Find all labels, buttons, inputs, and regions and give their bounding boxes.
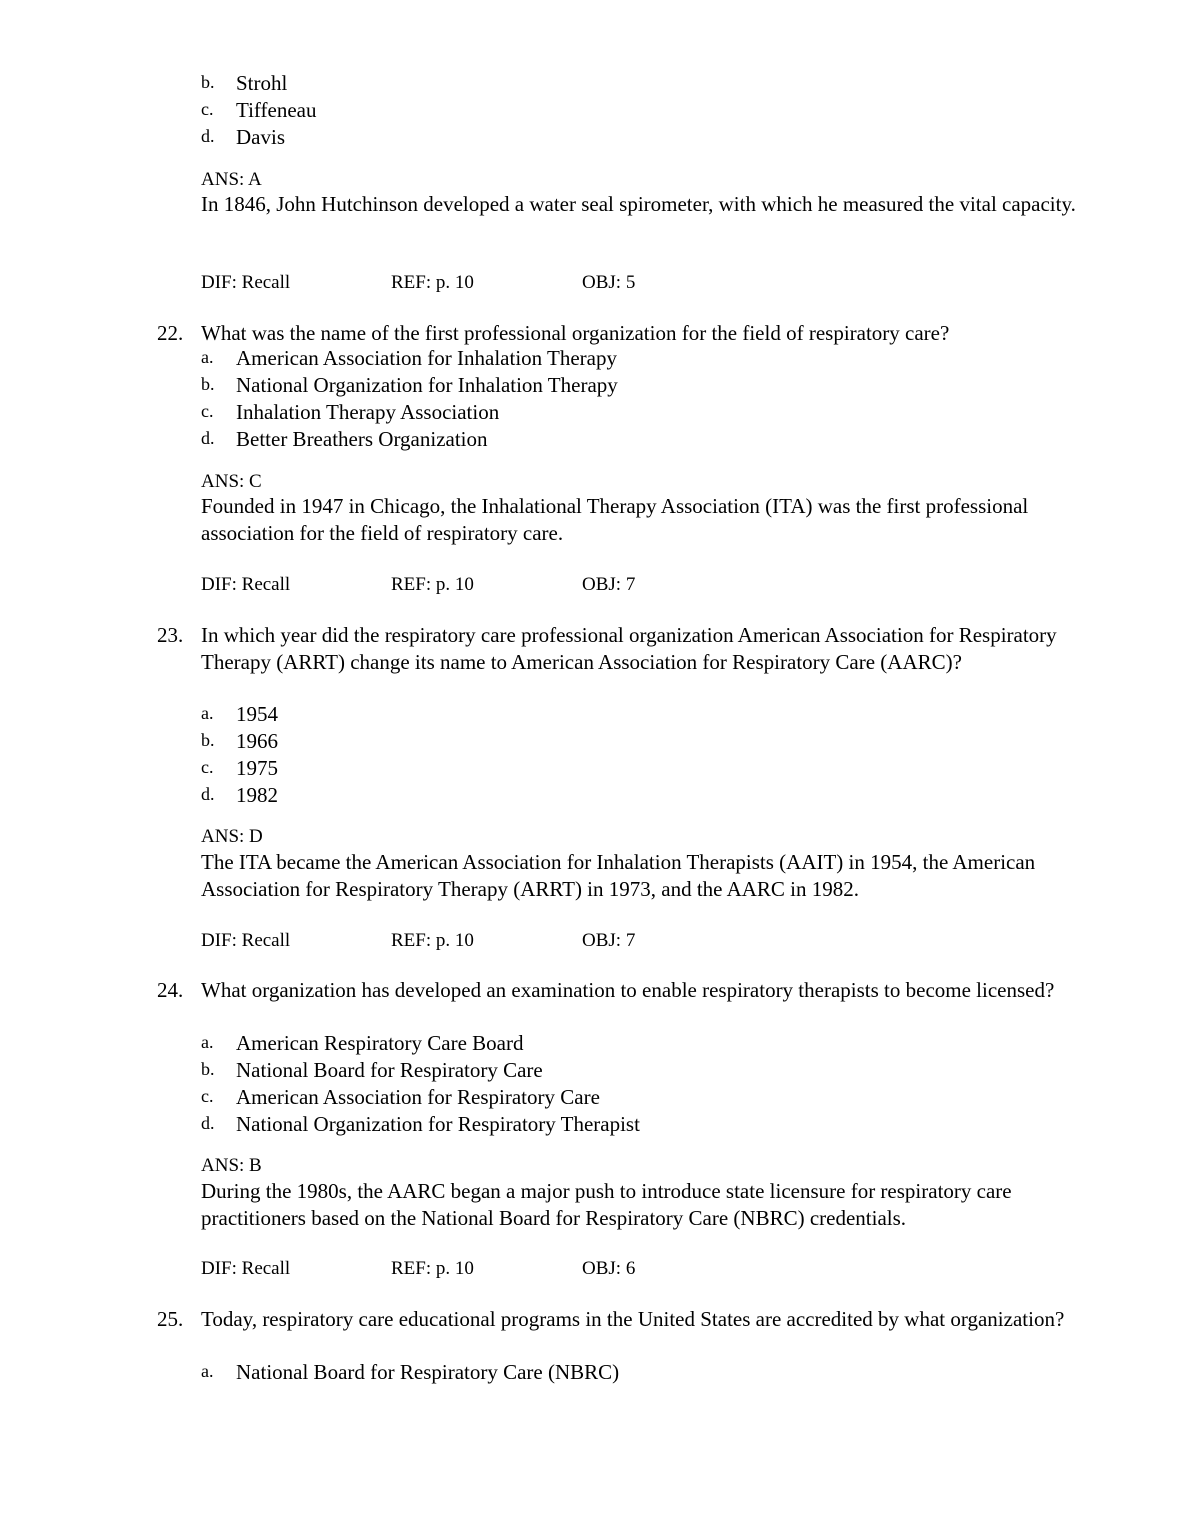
reference-label: REF: p. 10 xyxy=(391,930,474,951)
objective-label: OBJ: 6 xyxy=(582,1258,636,1279)
objective-label: OBJ: 7 xyxy=(582,930,636,951)
option-letter: d. xyxy=(201,784,215,804)
option-text: Davis xyxy=(236,125,285,149)
q23-option-c xyxy=(201,755,278,782)
option-text: 1966 xyxy=(236,729,278,753)
difficulty-label: DIF: Recall xyxy=(201,574,291,595)
option-letter: b. xyxy=(201,72,215,92)
q23-option-d xyxy=(201,782,278,809)
option-letter: b. xyxy=(201,730,215,750)
difficulty-label: DIF: Recall xyxy=(201,272,291,293)
objective-label: OBJ: 7 xyxy=(582,574,636,595)
option-text: National Organization for Inhalation Therapy xyxy=(236,373,618,397)
q22-stem: What was the name of the first professional organization for the field of respiratory care? xyxy=(201,321,950,345)
q21-option-b xyxy=(201,70,287,97)
q22-number: 22. xyxy=(157,321,184,345)
option-text: 1982 xyxy=(236,783,278,807)
q25-number: 25. xyxy=(157,1307,184,1331)
q21-answer: ANS: A xyxy=(201,169,262,190)
reference-label: REF: p. 10 xyxy=(391,574,474,595)
q25-option-a xyxy=(201,1359,619,1386)
option-text: Inhalation Therapy Association xyxy=(236,400,500,424)
q23-stem: In which year did the respiratory care professional organization American Association for Respiratory Therapy (ARRT) change its name to American Association for Respiratory Care (AARC)? xyxy=(201,623,1057,674)
reference-label: REF: p. 10 xyxy=(391,272,474,293)
q21-option-c xyxy=(201,97,317,124)
difficulty-label: DIF: Recall xyxy=(201,930,291,951)
option-letter: a. xyxy=(201,703,214,723)
option-text: Better Breathers Organization xyxy=(236,427,488,451)
q22-option-d xyxy=(201,426,488,453)
q22-rationale: Founded in 1947 in Chicago, the Inhalational Therapy Association (ITA) was the first professional association for the field of respiratory care. xyxy=(201,494,1029,545)
option-text: American Respiratory Care Board xyxy=(236,1031,524,1055)
option-letter: d. xyxy=(201,126,215,146)
q23-option-a xyxy=(201,701,278,728)
option-text: National Board for Respiratory Care (NBRC) xyxy=(236,1360,620,1384)
option-text: Strohl xyxy=(236,71,288,95)
option-letter: d. xyxy=(201,428,215,448)
q22-option-a xyxy=(201,345,617,372)
q22-option-c xyxy=(201,399,499,426)
option-letter: c. xyxy=(201,1086,214,1106)
option-letter: c. xyxy=(201,401,214,421)
q24-rationale: During the 1980s, the AARC began a major push to introduce state licensure for respiratory care practitioners based on the National Board for Respiratory Care (NBRC) credentials. xyxy=(201,1179,1012,1230)
q22-option-b xyxy=(201,372,618,399)
option-letter: a. xyxy=(201,1361,214,1381)
option-letter: d. xyxy=(201,1113,215,1133)
option-letter: a. xyxy=(201,1032,214,1052)
q23-answer: ANS: D xyxy=(201,826,263,847)
q23-option-b xyxy=(201,728,278,755)
objective-label: OBJ: 5 xyxy=(582,272,636,293)
option-text: 1975 xyxy=(236,756,278,780)
q25-stem: Today, respiratory care educational programs in the United States are accredited by what organization? xyxy=(201,1307,1065,1331)
option-letter: c. xyxy=(201,99,214,119)
option-letter: c. xyxy=(201,757,214,777)
option-letter: b. xyxy=(201,1059,215,1079)
q24-answer: ANS: B xyxy=(201,1155,262,1176)
q24-number: 24. xyxy=(157,978,184,1002)
option-text: National Board for Respiratory Care xyxy=(236,1058,543,1082)
option-letter: a. xyxy=(201,347,214,367)
q24-option-a xyxy=(201,1030,523,1057)
option-text: Tiffeneau xyxy=(236,98,317,122)
option-text: American Association for Inhalation Therapy xyxy=(236,346,617,370)
option-text: American Association for Respiratory Care xyxy=(236,1085,600,1109)
q24-option-d xyxy=(201,1111,640,1138)
reference-label: REF: p. 10 xyxy=(391,1258,474,1279)
q22-answer: ANS: C xyxy=(201,471,262,492)
option-letter: b. xyxy=(201,374,215,394)
q23-number: 23. xyxy=(157,623,184,647)
q24-stem: What organization has developed an examination to enable respiratory therapists to become licensed? xyxy=(201,978,1055,1002)
option-text: 1954 xyxy=(236,702,278,726)
q24-option-b xyxy=(201,1057,543,1084)
q21-option-d xyxy=(201,124,285,151)
q21-rationale: In 1846, John Hutchinson developed a water seal spirometer, with which he measured the vital capacity. xyxy=(201,192,1076,216)
q24-option-c xyxy=(201,1084,600,1111)
difficulty-label: DIF: Recall xyxy=(201,1258,291,1279)
q23-rationale: The ITA became the American Association for Inhalation Therapists (AAIT) in 1954, the American Association for Respiratory Therapy (ARRT) in 1973, and the AARC in 1982. xyxy=(201,850,1036,901)
option-text: National Organization for Respiratory Therapist xyxy=(236,1112,640,1136)
